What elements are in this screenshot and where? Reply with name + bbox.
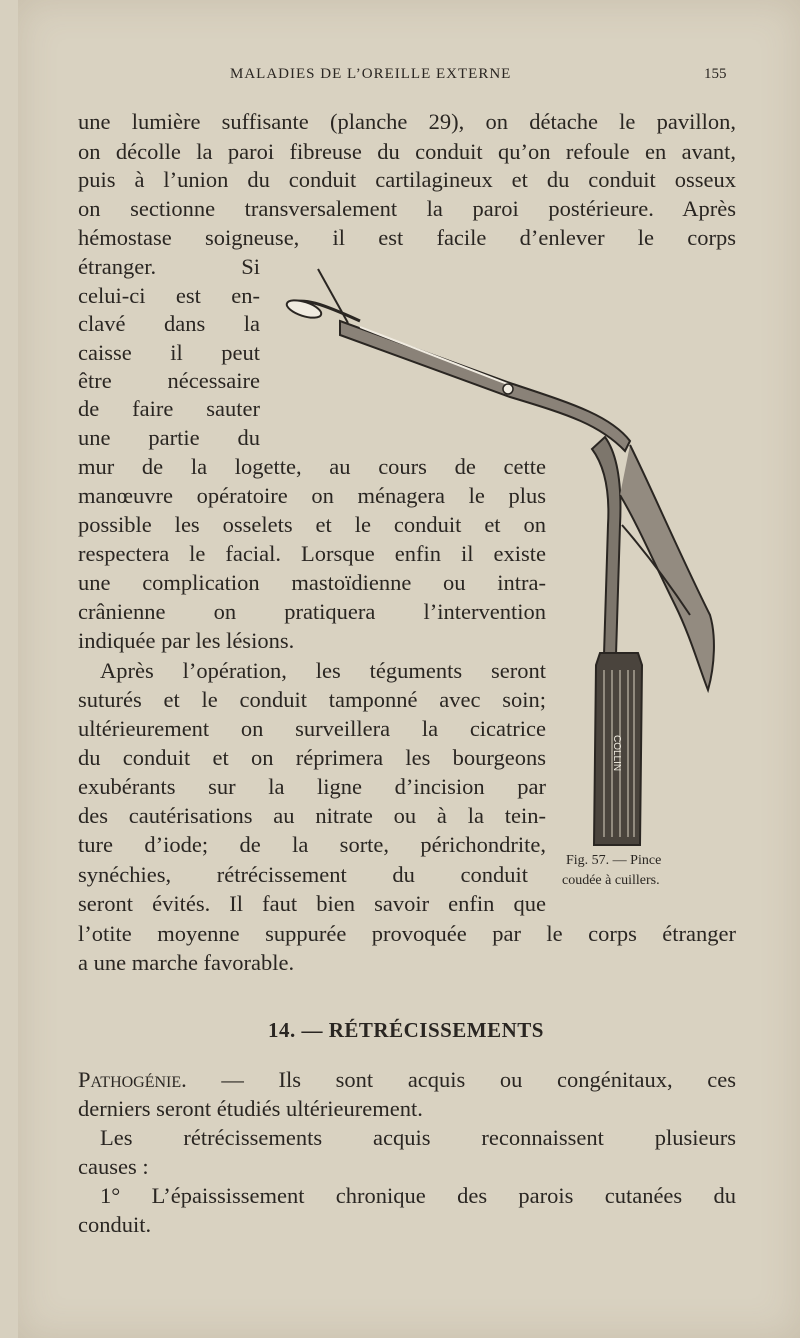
text-line: possible les osselets et le conduit et on bbox=[78, 512, 546, 537]
text-line: hémostase soigneuse, il est facile d’enlever le corps bbox=[78, 225, 736, 250]
text-line: manœuvre opératoire on ménagera le plus bbox=[78, 483, 546, 508]
text-line: de faire sauter bbox=[78, 396, 260, 421]
maker-mark: COLLIN bbox=[611, 735, 622, 772]
text-line: derniers seront étudiés ultérieurement. bbox=[78, 1096, 423, 1121]
text-line: crânienne on pratiquera l’intervention bbox=[78, 599, 546, 624]
text-line: a une marche favorable. bbox=[78, 950, 295, 975]
text-line: causes : bbox=[78, 1154, 149, 1179]
text-line: seront évités. Il faut bien savoir enfin que bbox=[78, 891, 546, 916]
text-line: du conduit et on réprimera les bourgeons bbox=[78, 745, 546, 770]
text-line: respectera le facial. Lorsque enfin il existe bbox=[78, 541, 546, 566]
text-line: des cautérisations au nitrate ou à la tein- bbox=[78, 803, 546, 828]
text-line: Après l’opération, les téguments seront bbox=[100, 658, 546, 683]
text-line: clavé dans la bbox=[78, 311, 260, 336]
text-line bbox=[78, 1069, 736, 1092]
text-line: suturés et le conduit tamponné avec soin; bbox=[78, 687, 546, 712]
text-line: on sectionne transversalement la paroi postérieure. Après bbox=[78, 196, 736, 221]
text-line: 1° L’épaississement chronique des parois cutanées du bbox=[100, 1183, 736, 1208]
page-number: 155 bbox=[704, 66, 727, 82]
forceps-illustration bbox=[270, 265, 730, 855]
running-title: MALADIES DE L’OREILLE EXTERNE bbox=[230, 66, 512, 82]
text-line: une partie du bbox=[78, 425, 260, 450]
text-line: on décolle la paroi fibreuse du conduit qu’on refoule en avant, bbox=[78, 139, 736, 164]
section-title: 14. — RÉTRÉCISSEMENTS bbox=[268, 1018, 544, 1042]
text-line: indiquée par les lésions. bbox=[78, 628, 295, 653]
text-line: ultérieurement on surveillera la cicatrice bbox=[78, 716, 546, 741]
text-line: une complication mastoïdienne ou intra- bbox=[78, 570, 546, 595]
text-line: synéchies, rétrécissement du conduit bbox=[78, 862, 528, 887]
text-line: Les rétrécissements acquis reconnaissent plusieurs bbox=[100, 1125, 736, 1150]
run-in-heading: Pathogénie. bbox=[78, 1067, 187, 1092]
text-line: puis à l’union du conduit cartilagineux et du conduit osseux bbox=[78, 167, 736, 192]
text-line: étranger. Si bbox=[78, 254, 260, 279]
figure-caption-line1: Fig. 57. — Pince bbox=[566, 853, 662, 868]
text-line: exubérants sur la ligne d’incision par bbox=[78, 774, 546, 799]
text-line: être nécessaire bbox=[78, 368, 260, 393]
text-line: l’otite moyenne suppurée provoquée par le corps étranger bbox=[78, 921, 736, 946]
text-line: une lumière suffisante (planche 29), on détache le pavillon, bbox=[78, 109, 736, 134]
text-line: mur de la logette, au cours de cette bbox=[78, 454, 546, 479]
figure-caption-line2: coudée à cuillers. bbox=[562, 873, 660, 888]
text-run: — Ils sont acquis ou congénitaux, ces bbox=[186, 1067, 736, 1092]
text-line: conduit. bbox=[78, 1212, 152, 1237]
text-line: caisse il peut bbox=[78, 340, 260, 365]
text-line: ture d’iode; de la sorte, périchondrite, bbox=[78, 832, 546, 857]
text-line: celui-ci est en- bbox=[78, 283, 260, 308]
